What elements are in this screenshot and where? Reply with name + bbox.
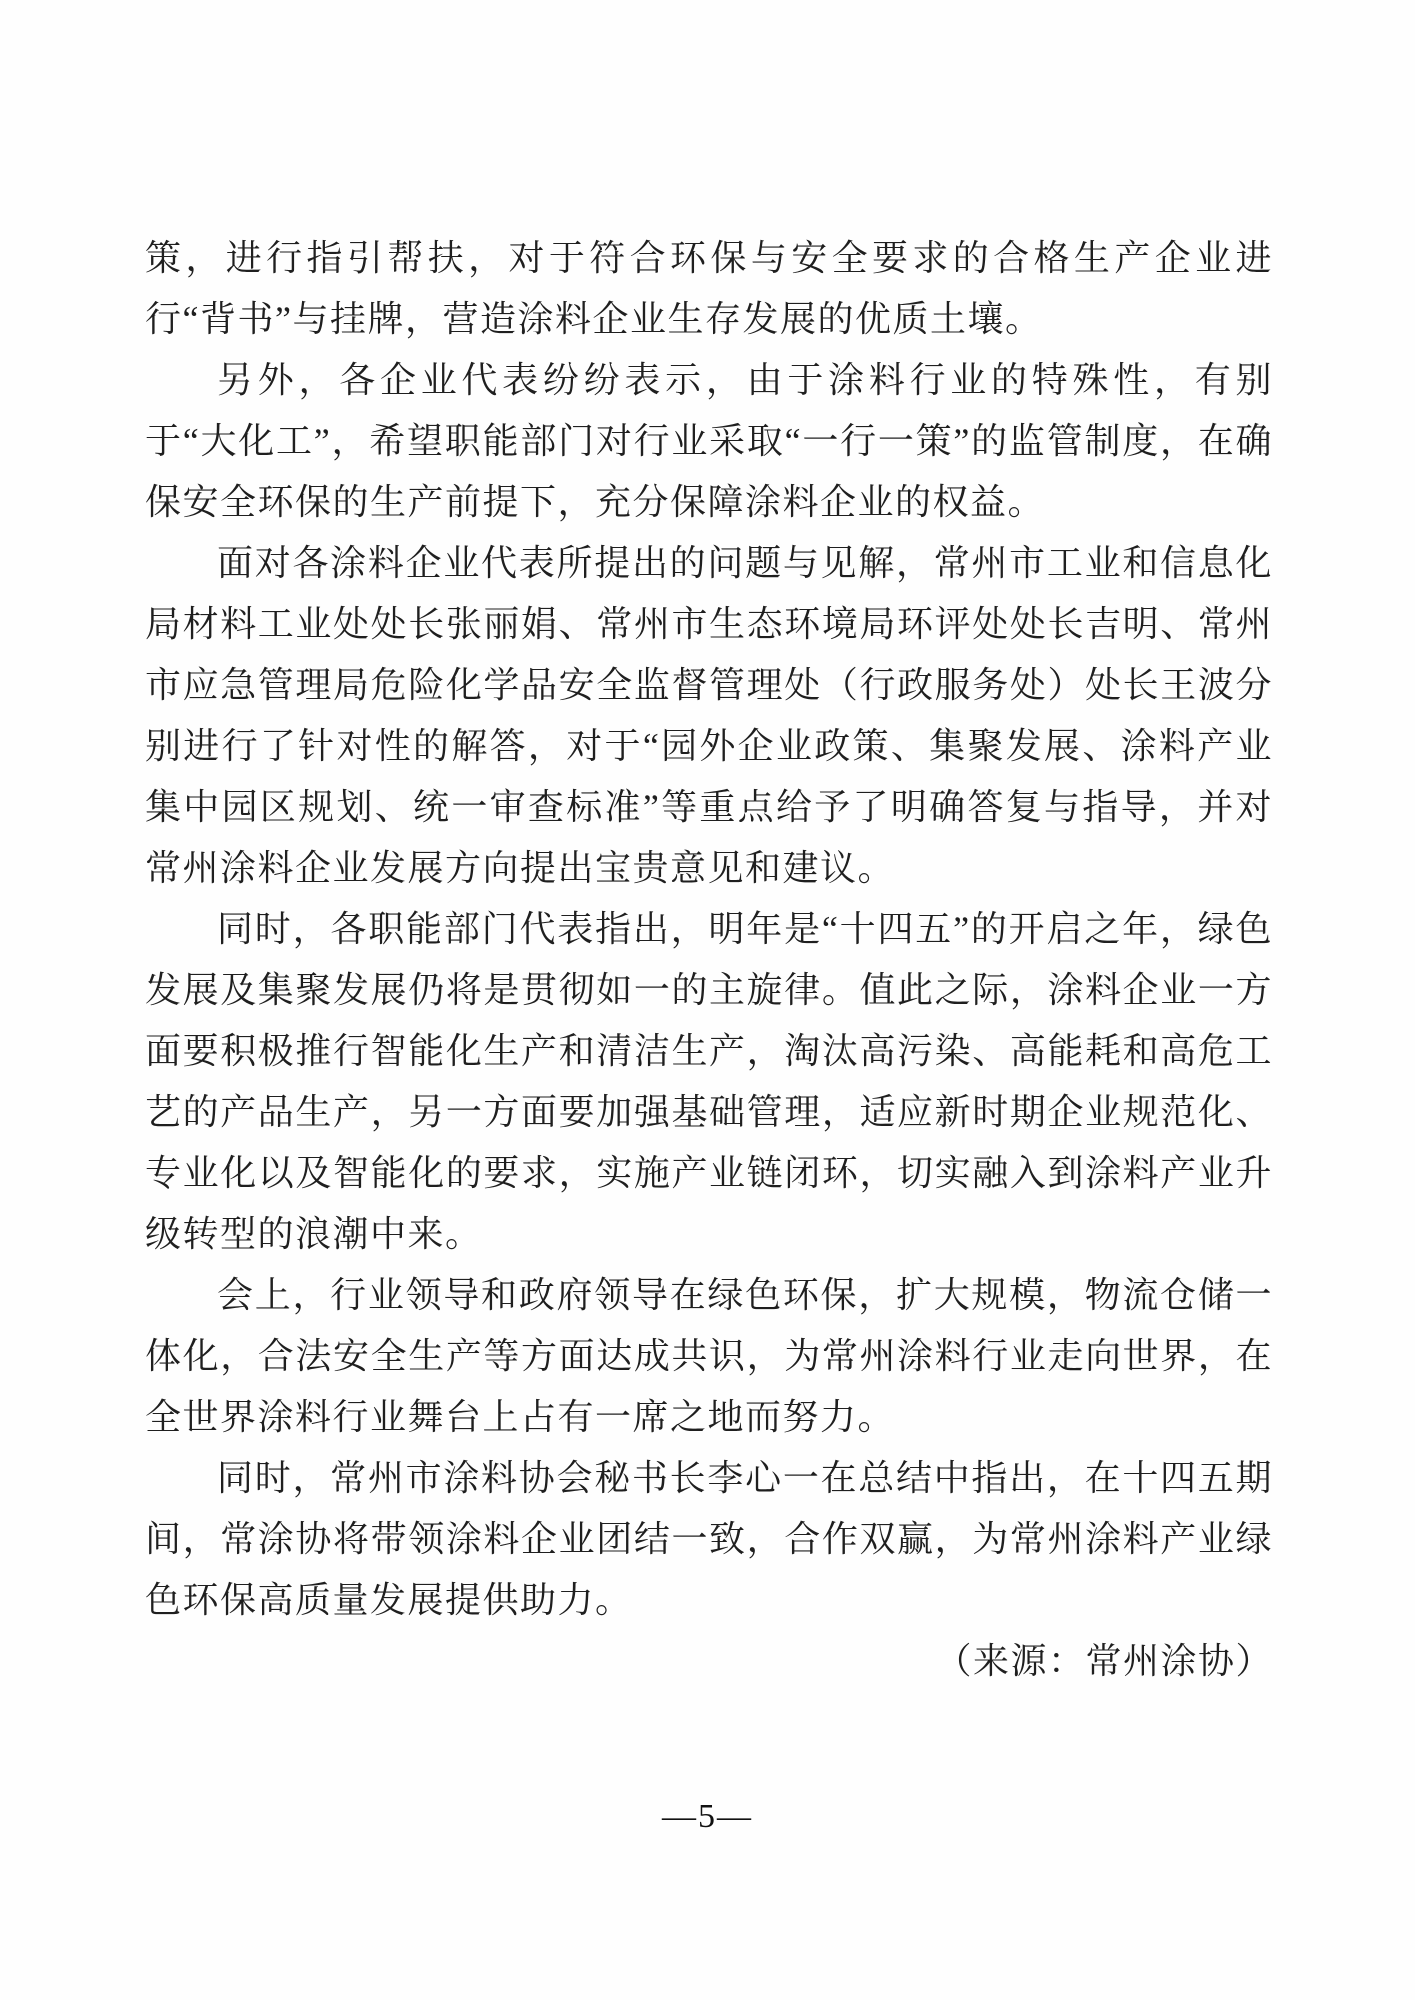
page-number: —5— <box>662 1798 753 1835</box>
paragraph: 同时，常州市涂料协会秘书长李心一在总结中指出，在十四五期间，常涂协将带领涂料企业团结一致，合作双赢，为常州涂料产业绿色环保高质量发展提供助力。 <box>145 1458 1273 1620</box>
paragraph-continuation: 策，进行指引帮扶，对于符合环保与安全要求的合格生产企业进行“背书”与挂牌，营造涂料企业生存发展的优质土壤。 <box>145 238 1273 339</box>
paragraph: 另外，各企业代表纷纷表示，由于涂料行业的特殊性，有别于“大化工”，希望职能部门对行业采取“一行一策”的监管制度，在确保安全环保的生产前提下，充分保障涂料企业的权益。 <box>145 360 1273 522</box>
paragraph: 同时，各职能部门代表指出，明年是“十四五”的开启之年，绿色发展及集聚发展仍将是贯彻如一的主旋律。值此之际，涂料企业一方面要积极推行智能化生产和清洁生产，淘汰高污染、高能耗和高危工艺的产品生产，另一方面要加强基础管理，适应新时期企业规范化、专业化以及智能化的要求，实施产业链闭环，切实融入到涂料产业升级转型的浪潮中来。 <box>145 909 1273 1254</box>
document-text-block <box>145 228 1273 1692</box>
paragraph: 会上，行业领导和政府领导在绿色环保，扩大规模，物流仓储一体化，合法安全生产等方面达成共识，为常州涂料行业走向世界，在全世界涂料行业舞台上占有一席之地而努力。 <box>145 1275 1273 1437</box>
paragraph: 面对各涂料企业代表所提出的问题与见解，常州市工业和信息化局材料工业处处长张丽娟、常州市生态环境局环评处处长吉明、常州市应急管理局危险化学品安全监督管理处（行政服务处）处长王波分别进行了针对性的解答，对于“园外企业政策、集聚发展、涂料产业集中园区规划、统一审查标准”等重点给予了明确答复与指导，并对常州涂料企业发展方向提出宝贵意见和建议。 <box>145 543 1273 888</box>
source-attribution: （来源：常州涂协） <box>935 1641 1273 1681</box>
